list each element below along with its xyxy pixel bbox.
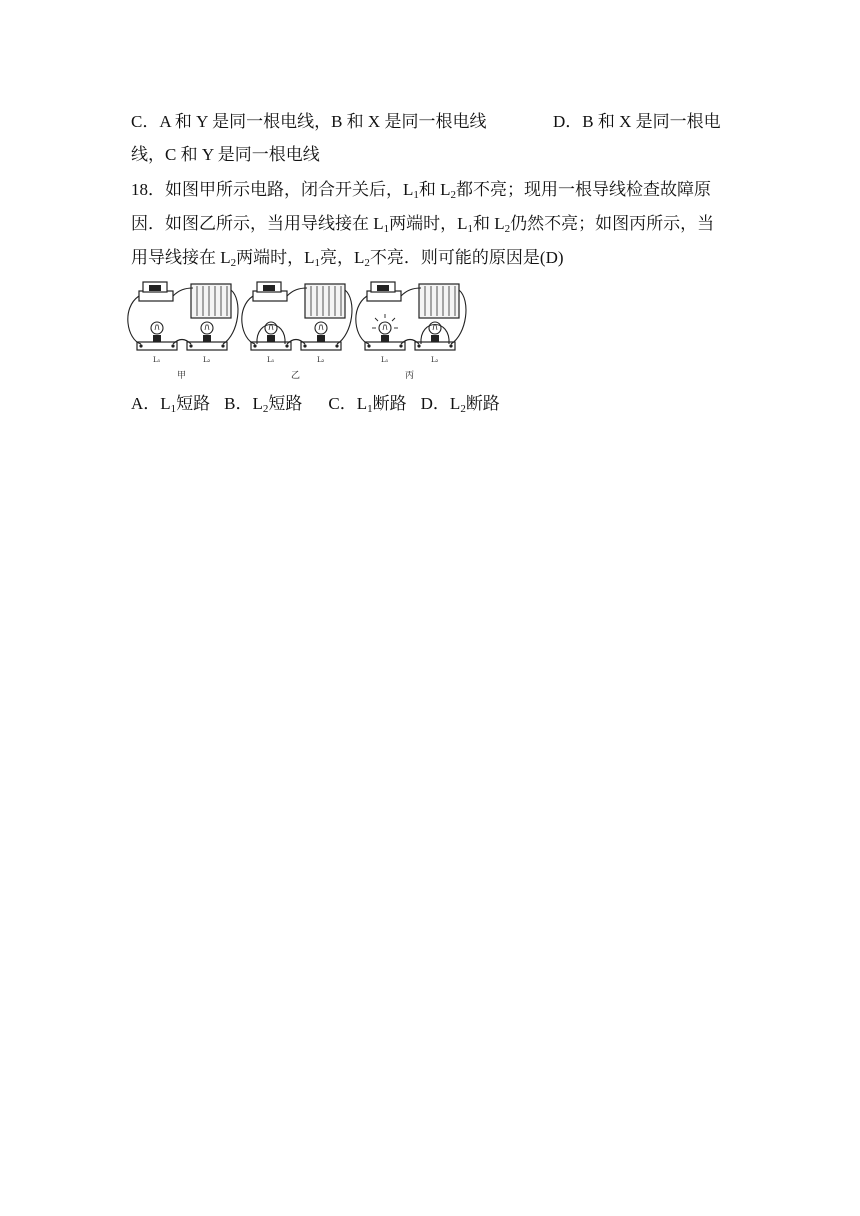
q18-stem-line-3: 用导线接在 $L_2$两端时，$L_1$亮，$L_2$不亮．则可能的原因是(D) [131, 248, 564, 269]
q17-option-c: C．A 和 Y 是同一根电线，B 和 X 是同一根电线 [131, 112, 487, 131]
lamp-label-l1: L₁ [267, 356, 275, 364]
option-b: B．$L_2$短路 [224, 394, 303, 415]
q18-options [131, 394, 500, 414]
q18-text: 18．如图甲所示电路，闭合开关后，$L_1$和 $L_2$都不亮；现用一根导线检查故障原 [131, 180, 712, 201]
q17-option-d-cont: 线，C 和 Y 是同一根电线 [131, 145, 320, 164]
lamp-label-l1: L₁ [153, 356, 161, 364]
q18-text: 因．如图乙所示，当用导线接在 $L_1$两端时，$L_1$和 $L_2$仍然不亮；如图丙所示，当 [131, 214, 715, 235]
lamp-label-l2: L₂ [431, 356, 439, 364]
circuit-panel-yi [242, 282, 352, 381]
panel-caption: 丙 [405, 371, 415, 381]
circuit-figure [127, 278, 467, 384]
lamp-label-l1: L₁ [381, 356, 389, 364]
q18-stem-line-1 [131, 180, 728, 200]
option-a: A．$L_1$短路 [131, 394, 211, 415]
option-c: C．$L_1$断路 [328, 394, 407, 415]
lamp-label-l2: L₂ [317, 356, 325, 364]
panel-caption: 甲 [177, 371, 187, 381]
circuit-panel-jia [128, 282, 238, 381]
circuit-panel-bing [356, 282, 466, 381]
panel-caption: 乙 [291, 371, 301, 381]
q17-option-c-line [131, 112, 721, 132]
q17-option-d-start: D．B 和 X 是同一根电 [553, 112, 721, 131]
q18-stem-line-2 [131, 214, 728, 234]
option-d: D．$L_2$断路 [420, 394, 500, 415]
lamp-label-l2: L₂ [203, 356, 211, 364]
